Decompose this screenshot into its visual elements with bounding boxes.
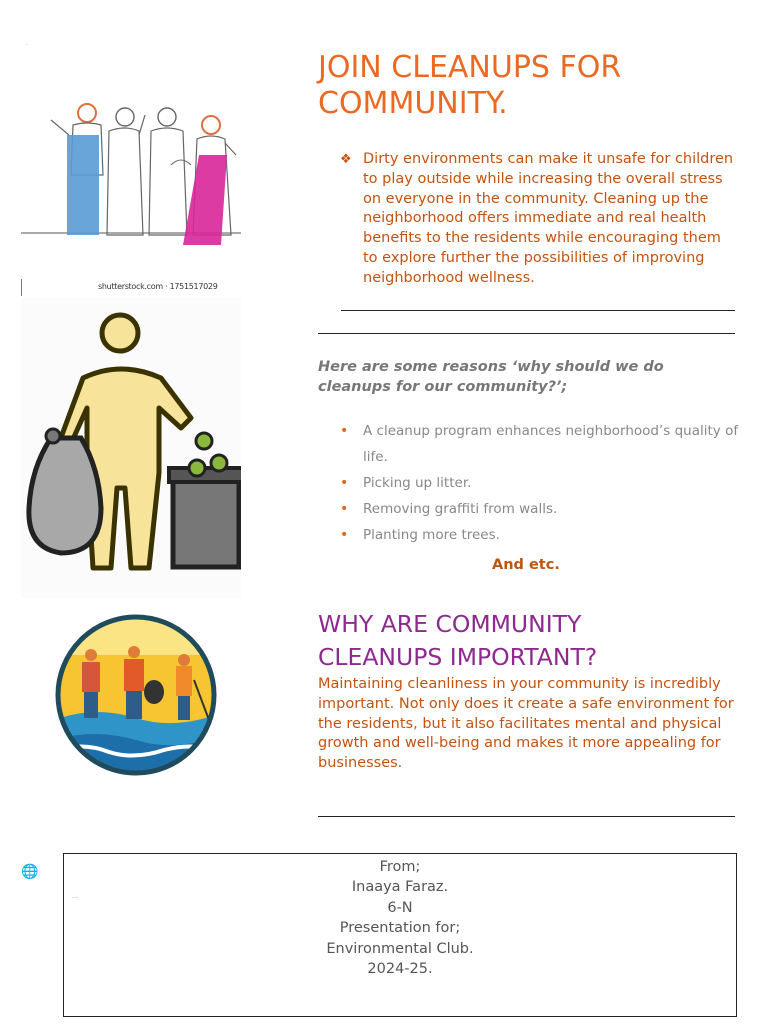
round-bullet-icon: • <box>340 527 349 543</box>
volunteers-illustration <box>21 95 241 255</box>
credits-line-club: Environmental Club. <box>326 940 474 957</box>
title-line-2: CLEANUPS IMPORTANT? <box>318 643 598 671</box>
reason-text: Picking up litter. <box>363 475 472 491</box>
reason-item <box>340 496 740 522</box>
stray-dot: · <box>26 42 28 49</box>
credits-line-year: 2024-25. <box>367 960 433 977</box>
title-line-1: WHY ARE COMMUNITY <box>318 610 582 638</box>
round-bullet-icon: • <box>340 423 349 439</box>
intro-bullet-item <box>340 150 740 289</box>
section-title-why-important <box>318 608 738 674</box>
reason-text: Removing graffiti from walls. <box>363 501 558 517</box>
intro-bullet-text: Dirty environments can make it unsafe for children to play outside while increasing the overall stress on everyone in the community. Cleaning up the neighborhood offers immediate and real health benefits to the residents while encouraging them to explore further the possibilities of improving neighborhood wellness. <box>363 151 734 286</box>
round-bullet-icon: • <box>340 475 349 491</box>
image-watermark: shutterstock.com · 1751517029 <box>98 282 218 291</box>
round-bullet-icon: • <box>340 501 349 517</box>
and-etc-text: And etc. <box>492 557 560 573</box>
litter-disposal-illustration <box>21 298 241 598</box>
credits-line-presentation: Presentation for; <box>339 920 461 937</box>
section-title-join-cleanups <box>318 50 738 122</box>
beach-cleanup-badge <box>54 610 218 780</box>
credits-line-class: 6-N <box>387 899 413 916</box>
reason-item <box>340 522 740 548</box>
title-line-2: COMMUNITY. <box>318 86 508 121</box>
image-edge-mark <box>21 279 22 296</box>
credits-line-author: Inaaya Faraz. <box>351 879 449 896</box>
reason-text: Planting more trees. <box>363 527 500 543</box>
credits-text <box>63 857 737 979</box>
divider-long <box>318 333 735 334</box>
title-line-1: JOIN CLEANUPS FOR <box>318 50 622 85</box>
importance-paragraph: Maintaining cleanliness in your community is incredibly important. Not only does it create a safe environment for the residents, but it also facilitates mental and physical growth and well-being and makes it more appealing for businesses. <box>318 676 734 772</box>
divider-bottom <box>318 816 735 817</box>
credits-line-from: From; <box>379 859 421 875</box>
reasons-list <box>340 418 740 548</box>
divider-short <box>341 310 735 311</box>
intro-bullet-list <box>340 150 740 289</box>
reason-text: A cleanup program enhances neighborhood’s quality of life. <box>363 423 739 465</box>
reason-item <box>340 470 740 496</box>
reasons-lead-text: Here are some reasons ‘why should we do cleanups for our community?’; <box>318 359 664 395</box>
globe-icon: 🌐 <box>21 864 39 880</box>
diamond-star-bullet-icon: ❖ <box>340 152 352 167</box>
stray-mark: … <box>72 893 78 900</box>
reason-item <box>340 418 740 470</box>
